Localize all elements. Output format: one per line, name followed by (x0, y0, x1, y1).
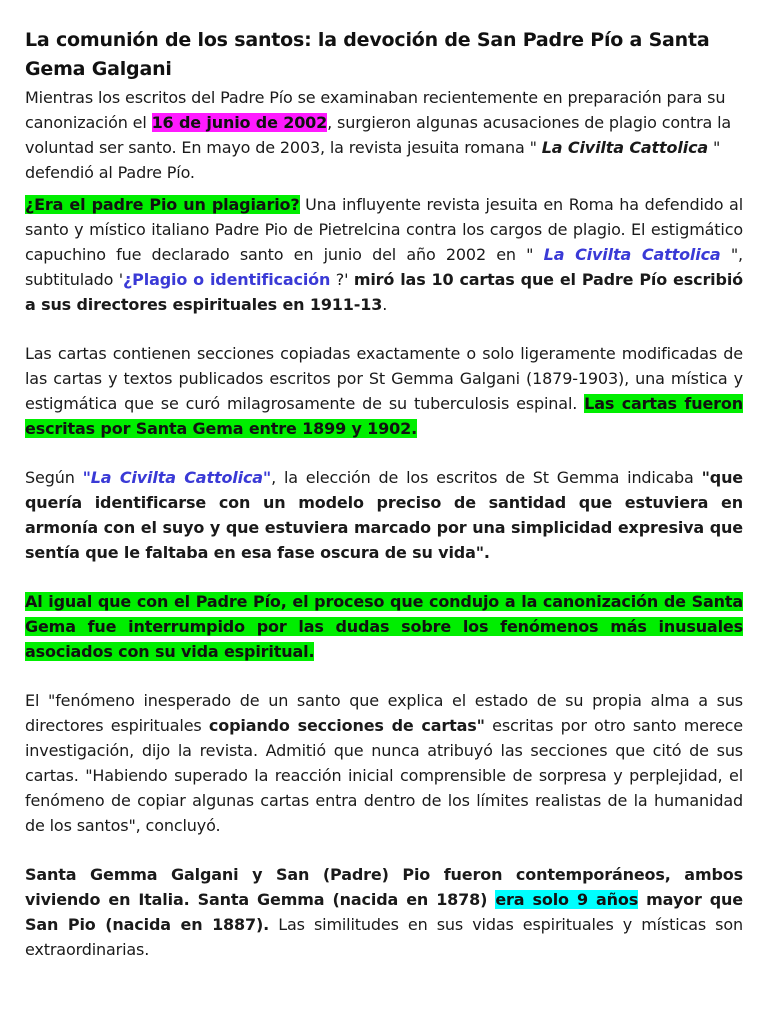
letters-text-1: Las cartas contienen secciones copiadas exactamente o solo ligeramente modificadas de las cartas y textos publicados escritos por St Gemma Galgani (1879-1903), una mística y estigmática que se curó milagrosamente de su tuberculosis espinal. (25, 344, 743, 413)
paragraph-quote (25, 465, 743, 565)
phenomenon-text-1: El "fenómeno inesperado de un santo que explica el estado de su propia alma a sus directores espirituales (25, 691, 743, 735)
plagiarism-text-3: ?' (330, 270, 354, 289)
magazine-name: La Civilta Cattolica (543, 245, 721, 264)
article-subtitle: ¿Plagio o identificación (123, 270, 331, 289)
paragraph-intro (25, 85, 743, 185)
copying-letters-bold: copiando secciones de cartas" (208, 716, 485, 735)
plagiarism-text-4: . (382, 295, 388, 314)
age-difference-highlight: era solo 9 años (495, 890, 639, 909)
phenomenon-text-2: escritas por otro santo merece investigación, dijo la revista. Admitió que nunca atribuyó las secciones que citó de sus cartas. "Habiendo superado la reacción inicial comprensible de sorpresa y perplejidad, el fenómeno de copiar algunas cartas entra dentro de los límites realistas de la humanidad de los santos", concluyó. (25, 716, 743, 835)
article-title: La comunión de los santos: la devoción de San Padre Pío a Santa Gema Galgani (25, 29, 710, 80)
paragraph-contemporaries (25, 862, 743, 962)
quote-text-2: , la elección de los escritos de St Gemma indicaba (271, 468, 702, 487)
canonization-highlight: Al igual que con el Padre Pío, el proceso que condujo a la canonización de Santa Gema fue interrumpido por las dudas sobre los fenómenos más inusuales asociados con su vida espiritual. (25, 592, 743, 661)
quote-text-1: Según (25, 468, 83, 487)
paragraph-plagiarism (25, 192, 743, 317)
letters-date-highlight: Las cartas fueron escritas por Santa Gema entre 1899 y 1902. (25, 394, 743, 438)
intro-text-2: , surgieron algunas acusaciones de plagio contra la voluntad ser santo. En mayo de 2003, la revista jesuita romana " (25, 113, 732, 157)
magazine-quote: "que quería identificarse con un modelo preciso de santidad que estuviera en armonía con el suyo y que estuviera marcado por una simplicidad expresiva que sentía que le faltaba en esa fase oscura de su vida". (25, 468, 744, 562)
plagiarism-question-highlight: ¿Era el padre Pio un plagiario? (25, 195, 300, 214)
letters-statement: miró las 10 cartas que el Padre Pío escribió a sus directores espirituales en 1911-13 (25, 270, 744, 314)
plagiarism-text-2: ", subtitulado ' (25, 245, 743, 289)
intro-text-3: " defendió al Padre Pío. (25, 138, 721, 182)
contemporaries-text-1: Las similitudes en sus vidas espirituales y místicas son extraordinarias. (25, 915, 743, 959)
paragraph-letters (25, 341, 743, 441)
contemporaries-bold-2: mayor que San Pio (nacida en 1887). (25, 890, 743, 934)
magazine-name: "La Civilta Cattolica" (82, 468, 272, 487)
magazine-name: La Civilta Cattolica (541, 138, 709, 157)
paragraph-phenomenon (25, 688, 743, 838)
intro-text-1: Mientras los escritos del Padre Pío se examinaban recientemente en preparación para su canonización el (25, 88, 726, 132)
contemporaries-bold-1: Santa Gemma Galgani y San (Padre) Pio fueron contemporáneos, ambos viviendo en Italia. Santa Gemma (nacida en 1878) (25, 865, 743, 909)
canonization-date-highlight: 16 de junio de 2002 (151, 113, 328, 132)
plagiarism-text-1: Una influyente revista jesuita en Roma ha defendido al santo y místico italiano Padre Pio de Pietrelcina contra los cargos de plagio. El estigmático capuchino fue declarado santo en junio del año 2002 en " (25, 195, 743, 264)
paragraph-canonization (25, 589, 743, 664)
